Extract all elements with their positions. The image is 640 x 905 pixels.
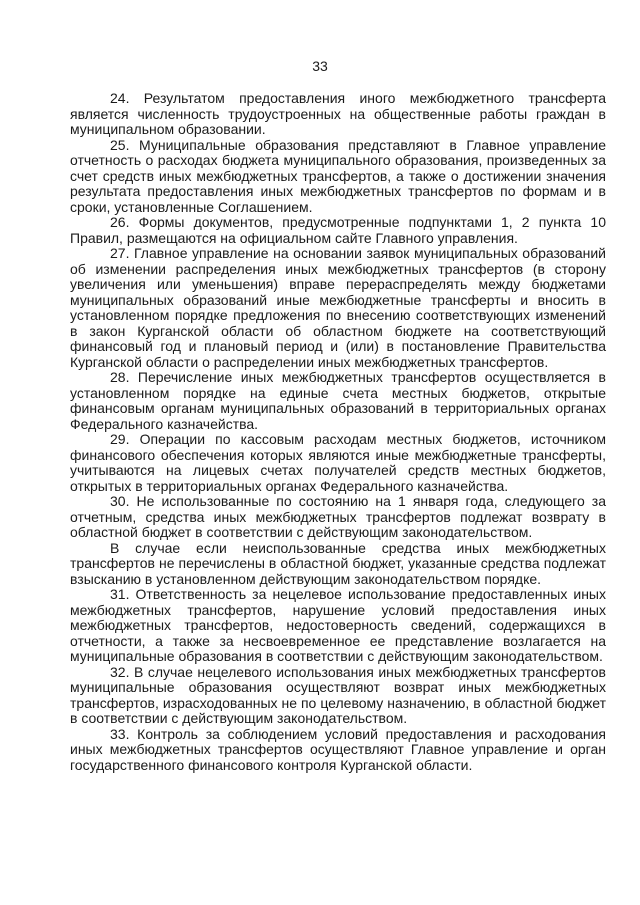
- paragraph-33: 33. Контроль за соблюдением условий предоставления и расходования иных межбюджетных трансфертов осуществляют Главное управление и орган государственного финансового контроля Курганской области.: [70, 725, 606, 773]
- paragraph-29: 29. Операции по кассовым расходам местных бюджетов, источником финансового обеспечения которых являются иные межбюджетные трансферты, учитываются на лицевых счетах получателей средств местных бюджетов, открытых в территориальных органах Федерального казначейства.: [70, 431, 606, 494]
- paragraph-24: 24. Результатом предоставления иного межбюджетного трансферта является численность трудоустроенных на общественные работы граждан в муниципальном образовании.: [70, 90, 606, 137]
- paragraph-30-continued: В случае если неиспользованные средства иных межбюджетных трансфертов не перечислены в областной бюджет, указанные средства подлежат взысканию в установленном действующим законодательством порядке.: [70, 539, 606, 587]
- paragraph-30: 30. Не использованные по состоянию на 1 января года, следующего за отчетным, средства иных межбюджетных трансфертов подлежат возврату в областной бюджет в соответствии с действующим законодательством.: [70, 493, 606, 540]
- paragraph-32: 32. В случае нецелевого использования иных межбюджетных трансфертов муниципальные образования осуществляют возврат иных межбюджетных трансфертов, израсходованных не по целевому назначению, в областной бюджет в соответствии с действующим законодательством.: [70, 663, 606, 726]
- paragraph-26: 26. Формы документов, предусмотренные подпунктами 1, 2 пункта 10 Правил, размещаются на официальном сайте Главного управления.: [70, 214, 606, 246]
- paragraph-31: 31. Ответственность за нецелевое использование предоставленных иных межбюджетных трансфертов, нарушение условий предоставления иных межбюджетных трансфертов, недостоверность сведений, содержащихся в отчетности, а также за несвоевременное ее представление возлагается на муниципальные образования в соответствии с действующим законодательством.: [70, 586, 606, 664]
- paragraph-27: 27. Главное управление на основании заявок муниципальных образований об изменении распределения иных межбюджетных трансфертов (в сторону увеличения или уменьшения) вправе перераспределять между бюджетами муниципальных образований иные межбюджетные трансферты и вносить в установленном порядке предложения по внесению соответствующих изменений в закон Курганской области об областном бюджете на соответствующий финансовый год и плановый период и (или) в постановление Правительства Курганской области о распределении иных межбюджетных трансфертов.: [70, 245, 606, 370]
- paragraph-28: 28. Перечисление иных межбюджетных трансфертов осуществляется в установленном порядке на единые счета местных бюджетов, открытые финансовым органам муниципальных образований в территориальных органах Федерального казначейства.: [70, 369, 606, 432]
- page-number: 33: [312, 58, 328, 74]
- document-body: [70, 91, 606, 773]
- paragraph-25: 25. Муниципальные образования представляют в Главное управление отчетность о расходах бюджета муниципального образования, произведенных за счет средств иных межбюджетных трансфертов, а также о достижении значения результата предоставления иных межбюджетных трансфертов по формам и в сроки, установленные Соглашением.: [70, 136, 606, 215]
